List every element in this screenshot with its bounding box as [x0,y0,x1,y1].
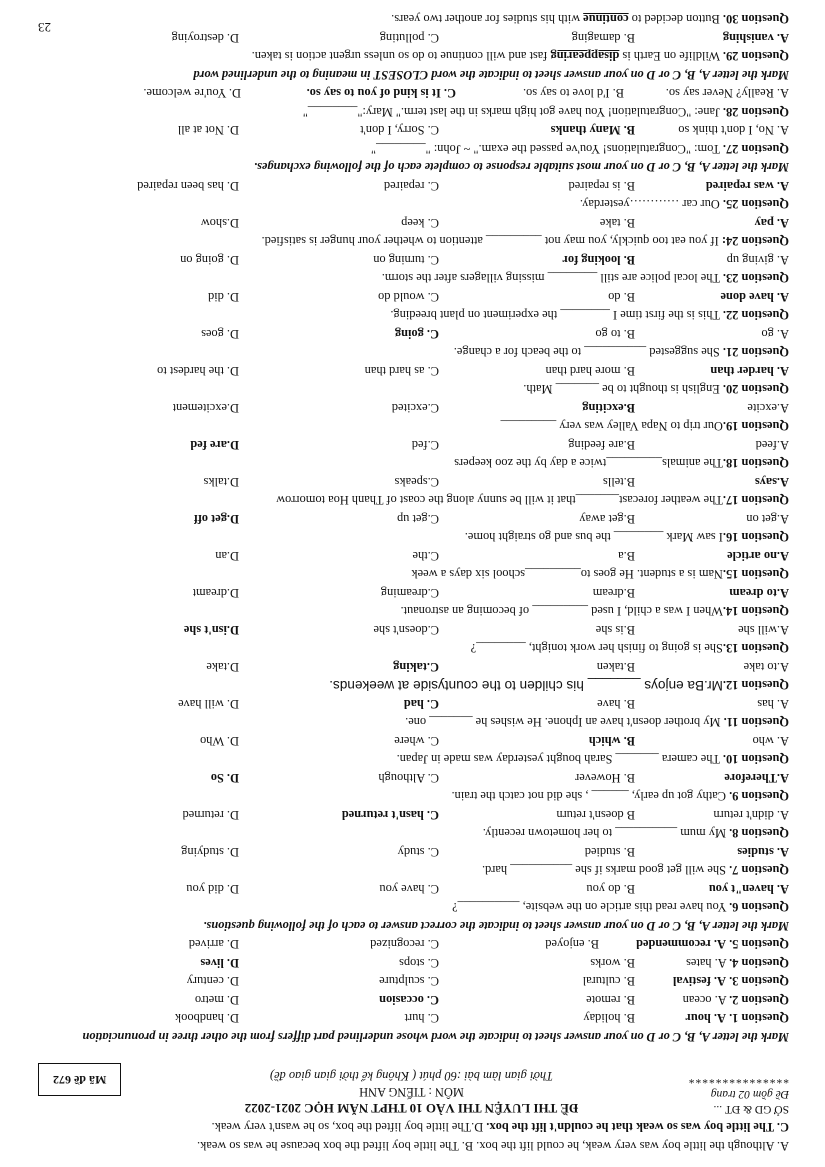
q14-option-d: D.dreamt [192,586,239,600]
question-20-options [34,362,789,381]
pages-note: Đề gồm 02 trang [710,1088,789,1100]
q20-option-b: B. more hard than [545,364,635,378]
q22-option-d: D. did [208,290,239,304]
question-13-stem: Question 13.She is going to finish her work tonight, ________? [470,641,789,656]
q3-option-c: C. sculpture [379,974,439,989]
q21-option-d: D. goes [201,327,239,341]
q16-option-b: B.get away [579,512,635,526]
q23-option-c: C. turning on [373,253,439,267]
q2-option-c: C. occasion [379,993,439,1007]
q10-option-d: D. Who [199,734,239,748]
q18-option-c: C.fed [411,438,439,452]
q10-option-b: B. which [588,734,635,748]
carry-over-answer-d: D.The little boy lifted the box, so he wasn't very weak. [211,1120,487,1135]
q16-option-a: A.get on [746,512,789,526]
q9-option-d: D. So [210,771,239,785]
question-7-stem: Question 7. She will get good marks if she __________ hard. [482,863,789,878]
q30-underlined-word: continue [583,12,629,27]
question-27-options [34,121,789,140]
q25-option-a: A. was repaired [705,179,789,193]
q14-option-a: A.to dream [729,586,789,600]
q25-option-d: D. has been repaired [137,179,239,193]
question-6-options [34,880,789,899]
q24-option-c: C. keep [401,216,439,230]
q17-option-a: A.says [754,475,789,489]
q29-option-c: C. polluting [379,31,439,45]
q29-option-a: A. vanishing [722,31,789,45]
question-8-options [34,806,789,825]
carry-over-line-2 [34,1118,789,1137]
q2-option-a: Question 2. A. ocean [682,993,789,1007]
q4-option-b: B. works [590,956,635,970]
q19-option-a: A.excite [747,401,789,415]
section-exchanges-instruction: Mark the letter A, B, C or D on your most suitable response to complete each of the following exchanges. [253,160,789,175]
q24-option-d: D.show [200,216,239,230]
q11-option-b: B. have [597,697,635,711]
q14-option-b: B.dream [592,586,635,600]
q15-option-c: C.the [412,549,439,563]
q1-option-c: C. hurt [404,1011,439,1026]
q17-option-c: C.speaks [394,475,439,489]
q11-option-c: C. had [403,697,439,711]
q13-option-c: C.doesn't she [373,623,439,637]
q3-option-a: Question 3. A. festival [672,974,789,989]
question-25-options [34,177,789,196]
question-7-options [34,843,789,862]
q9-option-c: C. Although [378,771,439,785]
question-10-options [34,732,789,751]
question-27-stem: Question 27. Tom: "Congratulations! You've passed the exam." ~ John: "________" [370,142,789,156]
q6-option-a: A. haven"t you [708,882,789,896]
q5-option-d: D. arrived [188,937,239,952]
question-28-stem: Question 28. Jane: "Congratulation! You have got high marks in the last term." Mary:"________" [302,105,789,119]
q13-option-b: B.is she [595,623,635,637]
q5-option-b: B. enjoyed [545,937,599,952]
q4-option-a: Question 4. A. hates [686,956,789,970]
q25-option-b: B. is repaired [568,179,635,193]
q22-option-a: A. have done [720,290,789,304]
q28-option-a: A. Really? Never say so. [665,86,789,101]
question-9-stem: Question 9. Cathy got up early, ______ , she did not catch the train. [451,789,789,804]
q4-option-d: D. lives [200,956,239,970]
exam-header [34,1046,789,1116]
exam-title: ĐỀ THI LUYỆN THI VÀO 10 THPT NĂM HỌC 2021-2022 [244,1101,579,1116]
q21-option-b: B. to go [595,327,635,341]
question-11-options [34,695,789,714]
q27-option-c: C. Sorry, I don't [360,123,439,138]
question-12-options [34,658,789,677]
q11-option-d: D. will have [178,697,239,711]
question-15-options [34,547,789,566]
q19-option-c: C.excited [391,401,439,415]
q8-option-b: B doesn't return [556,808,635,822]
question-9-options [34,769,789,788]
q5-option-c: C. recognized [370,937,439,952]
question-20-stem: Question 20. English is thought to be _______ Math. [523,382,789,397]
q3-option-d: D. century [186,974,239,989]
question-19-stem: Question 19.Our trip to Napa Valley was very _________ [500,419,789,434]
exam-code-box: Mã đề 672 [38,1064,121,1097]
question-29-options [34,29,789,48]
page-number: 23 [38,20,51,36]
q8-option-d: D. returned [182,808,239,822]
question-24-options [34,214,789,233]
q1-option-a: Question 1. A. hour [685,1011,789,1026]
q6-option-c: C. have you [379,882,439,896]
q20-option-a: A. harder than [710,364,789,378]
question-18-options [34,436,789,455]
question-29-stem: Question 29. Wildlife on Earth is disappearing fast and will continue to do so unless urgent action is taken. [251,49,789,64]
question-18-stem: Question 18.The animals_________twice a day by the zoo keepers [454,456,789,471]
q29-underlined-word: disappearing [550,49,620,64]
q15-option-d: D.an [215,549,239,563]
q8-option-c: C. hasn't returned [341,808,439,822]
q28-option-c: C. It is kind of you to say so. [306,86,456,101]
q1-option-b: B. holiday [583,1011,635,1026]
q27-option-d: D. Not at all [177,123,239,138]
question-6-stem: Question 6. You have read this article on the website, __________? [452,900,789,915]
q12-option-a: A.to take [743,660,789,674]
q19-option-d: D.excitement [172,401,239,415]
question-3 [34,972,789,991]
question-23-stem: Question 23. The local police are still ________ missing villagers after the storm. [381,271,789,286]
question-30-stem: Question 30. Button decided to continue with his studies for another two years. [391,12,789,27]
q25-option-c: C. repaired [383,179,439,193]
q10-option-c: C. where [394,734,439,748]
q8-option-a: A. didn't return [713,808,789,822]
question-11-stem: Question 11. My brother doesn't have an Iphone. He wishes he _______ one. [405,715,789,730]
q21-option-c: C. going [394,327,439,341]
q24-option-a: A. pay [754,216,789,230]
q22-option-c: C. would do [378,290,439,304]
question-1 [34,1009,789,1028]
q24-option-b: B. take [599,216,635,230]
q13-option-d: D.isn't she [183,623,239,637]
q22-option-b: B. do [608,290,635,304]
header-center [94,1068,729,1116]
q14-option-c: C.dreaming [380,586,439,600]
q11-option-a: A. has [757,697,789,711]
department-label: SỞ GD & ĐT ... [713,1103,789,1115]
question-12-stem: Question 12.Mr.Ba enjoys _______ his childen to the countyside at weekends. [329,678,789,694]
q6-option-b: B. do you [586,882,635,896]
question-17-options [34,473,789,492]
question-24-stem: Question 24: If you eat too quickly, you may not _________ attention to whether your hunger is satisfied. [261,234,789,249]
question-25-stem: Question 25. Our car …………yesterday. [579,197,789,212]
question-22-stem: Question 22. This is the first time I ________ the experiment on plant breeding. [390,308,789,323]
q15-option-a: A.no article [727,549,789,563]
question-16-options [34,510,789,529]
q19-option-b: B.exciting [582,401,635,415]
question-8-stem: Question 8. My mum __________ to her hometown recently. [482,826,789,841]
q28-option-d: D. You're welcome. [143,86,241,101]
q5-option-a: Question 5. A. recommended [636,937,789,952]
q23-option-b: B. looking for [562,253,635,267]
q20-option-d: D. the hardest to [157,364,239,378]
q29-option-b: B. damaging [571,31,635,45]
question-2 [34,991,789,1010]
q17-option-b: B.tells [602,475,635,489]
q4-option-c: C. stops [399,956,439,970]
question-17-stem: Question 17.The weather forecast_______that it will be sunny along the coast of Thanh Hoa tomorrow [276,493,789,508]
section-closest-meaning-instruction: Mark the letter A, B, C or D on your answer sheet to indicate the word CLOSEST in meaning to the underlined word [193,68,789,82]
q3-option-b: B. cultural [582,974,635,989]
section-pronunciation-instruction: Mark the letter A, B, C or D on your answer sheet to indicate the word whose underlined part differs from the other three in pronunciation [82,1030,789,1044]
q23-option-d: D. going on [180,253,239,267]
q7-option-b: B. studied [584,845,635,859]
q18-option-d: D.are fed [190,438,239,452]
question-14-options [34,584,789,603]
question-14-stem: Question 14.When I was a child, I used _________ of becoming an astronaut. [400,604,789,619]
q9-option-a: A.Therefore [724,771,789,785]
question-16-stem: Question 16.I saw Mark ________ the bus and go straight home. [464,530,789,545]
q27-option-b: B. Many thanks [550,123,635,138]
question-13-options [34,621,789,640]
question-4 [34,954,789,973]
stars-divider: *************** [687,1073,789,1085]
exam-subject: MÔN : TIẾNG ANH [359,1085,464,1099]
q2-option-b: B. remote [586,993,635,1007]
q18-option-a: A.feed [755,438,789,452]
q12-option-c: C.taking [393,660,439,674]
q15-option-b: B.a [618,549,635,563]
q10-option-a: A. who [752,734,789,748]
question-28-options [34,84,789,103]
q27-option-a: A. No, I don't think so [678,123,789,138]
q20-option-c: C. as hard than [364,364,439,378]
q9-option-b: B. However [575,771,635,785]
section-grammar-instruction: Mark the letter A, B, C or D on your answer sheet to indicate the correct answer to each of the following questions. [203,919,789,933]
q18-option-b: B.are feeding [568,438,635,452]
question-21-stem: Question 21. She suggested __________ to the beach for a change. [453,345,789,360]
q23-option-a: A. giving up [726,253,789,267]
q7-option-d: D. studying [181,845,239,859]
carry-over-line-1: A. Although the little boy was very weak, he could lift the box. B. The little boy lifted the box because he was so weak. [197,1139,789,1153]
question-19-options [34,399,789,418]
question-15-stem: Question 15.Nam is a student. He goes to_________school six days a week [411,567,789,582]
question-22-options [34,288,789,307]
question-21-options [34,325,789,344]
q13-option-a: A.will she [738,623,789,637]
q17-option-d: D.talks [203,475,239,489]
q7-option-a: A. studies [737,845,789,859]
q21-option-a: A. go [761,327,789,341]
q28-option-b: B. I'd love to say so. [522,86,624,101]
q2-option-d: D. metro [194,993,239,1007]
question-23-options [34,251,789,270]
q1-option-d: D. handbook [174,1011,239,1026]
q29-option-d: D. destroying [171,31,239,45]
q12-option-b: B.taken [596,660,635,674]
question-10-stem: Question 10. The camera _______ Sarah bought yesterday was made in Japan. [396,752,789,767]
q16-option-d: D.get off [193,512,239,526]
exam-time: Thời gian làm bài :60 phút ( Không kể thời gian giao đề) [269,1069,554,1083]
q16-option-c: C.get up [397,512,439,526]
q6-option-d: D. did you [186,882,239,896]
q7-option-c: C. study [397,845,439,859]
q12-option-d: D.take [206,660,239,674]
carry-over-answer-c: C. The little boy was so weak that he couldn't lift the box. [486,1120,789,1135]
question-5 [34,935,789,954]
